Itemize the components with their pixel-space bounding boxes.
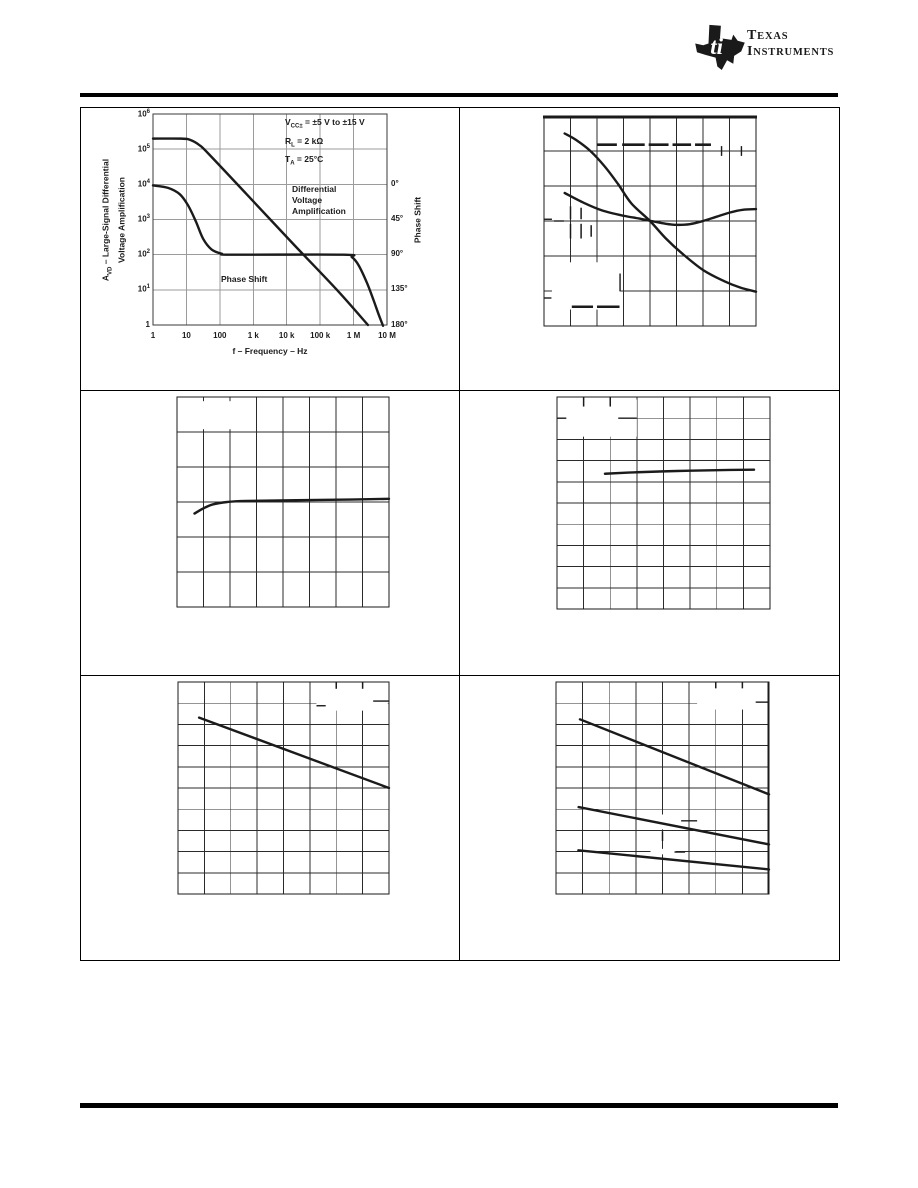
ti-logo-texas-icon xyxy=(695,24,745,70)
logo-line-instruments: INSTRUMENTS xyxy=(747,44,835,59)
figure-cell-4 xyxy=(460,391,839,676)
curve-1 xyxy=(199,718,389,788)
x-axis-tick-label: 100 xyxy=(213,331,227,340)
y-axis-tick-label: $10^5$ xyxy=(137,143,150,154)
x-axis-tick-label: 1 M xyxy=(346,331,361,340)
ti-script: ti xyxy=(710,34,724,60)
curve-1 xyxy=(580,719,769,794)
phase-tick-label: 90° xyxy=(391,249,404,259)
figure-cell-1 xyxy=(81,108,460,391)
y-axis-title: $A_{VD}$ – Large-Signal Differential Voltage Amplification xyxy=(100,158,127,281)
y-axis-tick-label: $10^2$ xyxy=(137,249,150,259)
curve-1 xyxy=(605,470,754,474)
figure-cell-5 xyxy=(81,676,460,960)
y-axis-tick-label: $10^1$ xyxy=(137,284,150,294)
washed-out-patch xyxy=(552,262,620,309)
washed-out-patch xyxy=(180,401,238,429)
amplification-curve-label: Differential Voltage Amplification xyxy=(292,184,346,216)
x-axis-tick-label: 10 k xyxy=(278,331,295,340)
grid-lines xyxy=(556,682,769,894)
x-axis-tick-label: 1 k xyxy=(247,331,259,340)
y-axis-tick-label: $10^4$ xyxy=(137,178,150,189)
y-axis-tick-label: $10^6$ xyxy=(137,108,150,119)
y-axis-tick-label: $10^3$ xyxy=(137,214,150,224)
ti-logo-wordmark xyxy=(747,28,834,60)
figure-cell-2 xyxy=(460,108,839,391)
phase-curve-label: Phase Shift xyxy=(221,274,268,284)
logo-line-texas: TEXAS xyxy=(747,28,789,43)
ti-logo xyxy=(695,24,845,68)
figure-cell-3 xyxy=(81,391,460,676)
x-axis-tick-label: 100 k xyxy=(310,331,331,340)
curve-2 xyxy=(579,807,769,844)
figure-2-plot xyxy=(544,116,756,326)
figure-3-plot xyxy=(177,397,389,607)
x-axis-title: f – Frequency – Hz xyxy=(232,346,308,356)
phase-tick-label: 0° xyxy=(391,178,399,188)
phase-tick-label: 180° xyxy=(391,319,408,329)
x-axis-tick-label: 10 xyxy=(181,331,191,340)
figure-6-plot xyxy=(556,682,769,894)
x-axis-tick-label: 1 xyxy=(150,331,156,340)
footer-rule xyxy=(80,1103,838,1108)
washed-out-patch xyxy=(316,684,387,711)
figure-4-plot xyxy=(557,397,770,609)
curve-2 xyxy=(565,193,756,225)
phase-tick-label: 135° xyxy=(391,284,408,294)
curve-2 xyxy=(153,185,383,325)
figure-5-plot xyxy=(178,682,389,894)
figure-cell-6 xyxy=(460,676,839,960)
header-rule xyxy=(80,93,838,97)
curve-1 xyxy=(194,499,389,514)
grid-lines xyxy=(178,682,389,894)
washed-out-patch xyxy=(697,684,768,709)
y-axis-tick-label: 1 xyxy=(145,319,150,329)
x-axis-tick-label: 10 M xyxy=(378,331,396,340)
phase-tick-label: 45° xyxy=(391,214,404,223)
phase-axis-title: Phase Shift xyxy=(412,196,423,243)
figure-grid xyxy=(80,107,840,961)
washed-out-patch xyxy=(651,849,676,855)
test-conditions: $V_{CC\pm} = \pm 5$ V to ±15 V $R_L = 2$ kΩ $T_A = 25^\circ C$ xyxy=(285,117,365,168)
